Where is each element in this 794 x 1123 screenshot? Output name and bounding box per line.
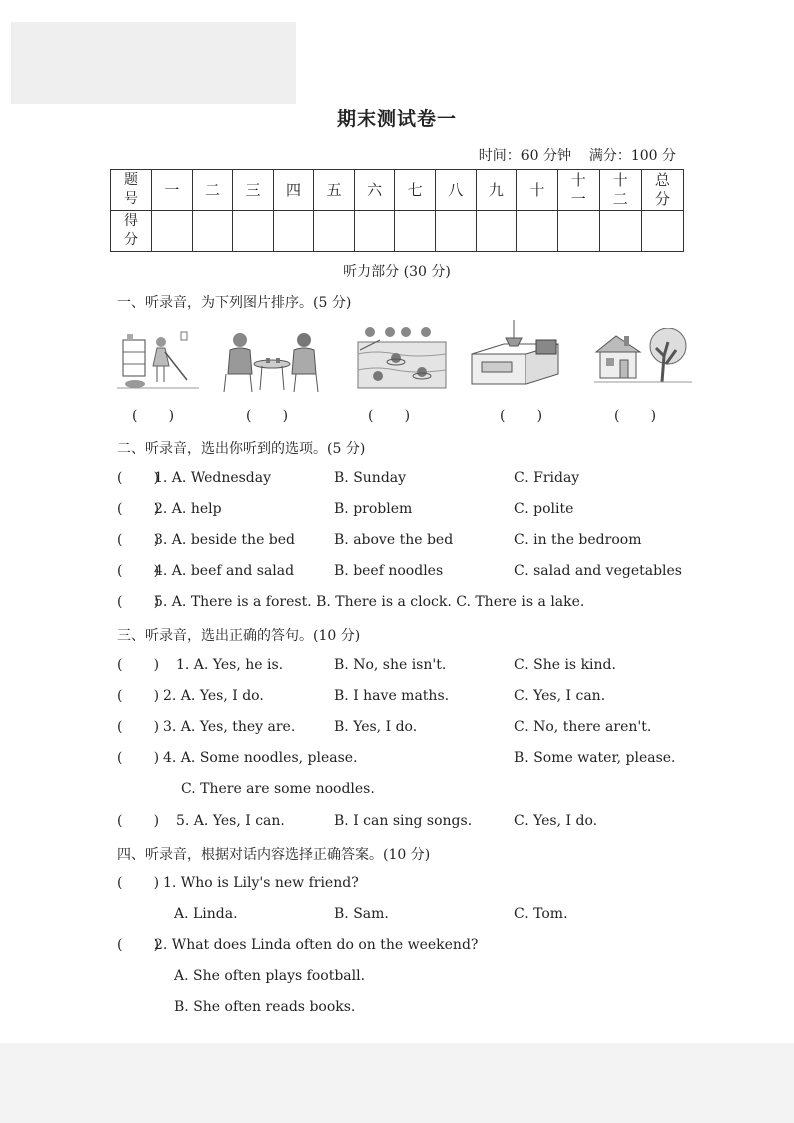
page-title: 期末测试卷一	[336, 108, 457, 130]
option-b: B. No, she isn't.	[334, 657, 447, 673]
column-header: 七	[395, 170, 436, 211]
option-c: C. Tom.	[514, 906, 568, 922]
column-header: 一	[152, 170, 193, 211]
column-header: 九	[476, 170, 517, 211]
picture-answer-blank[interactable]: ( )	[132, 408, 175, 424]
option-c: C. salad and vegetables	[514, 563, 682, 579]
column-header: 十	[517, 170, 558, 211]
option-a: A. Linda.	[174, 906, 238, 922]
answer-blank[interactable]: ( )	[117, 875, 160, 891]
option-b: B. I can sing songs.	[334, 813, 473, 829]
option-c: C. There are some noodles.	[181, 781, 375, 797]
column-header: 十一	[570, 171, 586, 208]
section3-heading: 三、听录音，选出正确的答句。(10 分)	[117, 628, 361, 644]
column-header: 八	[436, 170, 477, 211]
score-table-score-row	[111, 211, 684, 252]
gray-placeholder-box	[11, 22, 296, 104]
option-c: C. Friday	[514, 470, 580, 486]
header-label: 题号	[124, 172, 139, 207]
option-a: 3. A. Yes, they are.	[163, 719, 296, 735]
score-cell[interactable]	[641, 211, 683, 252]
option-a: 2. A. Yes, I do.	[163, 688, 264, 704]
column-header: 四	[273, 170, 314, 211]
section1-heading: 一、听录音，为下列图片排序。(5 分)	[117, 295, 352, 311]
option-b: B. Yes, I do.	[334, 719, 418, 735]
listening-heading: 听力部分 (30 分)	[343, 264, 451, 280]
answer-blank[interactable]: ( )	[117, 719, 160, 735]
children-swimming-picture	[356, 324, 448, 390]
score-table-header-row	[111, 170, 684, 211]
option-a: 5. A. Yes, I can.	[176, 813, 285, 829]
option-c: C. polite	[514, 501, 574, 517]
question-text: 2. What does Linda often do on the weekend?	[154, 937, 479, 953]
column-header: 总分	[654, 171, 670, 208]
option-a: A. She often plays football.	[174, 968, 366, 984]
page-footer-band	[0, 1043, 794, 1123]
option-a: 1. A. Wednesday	[154, 470, 272, 486]
column-header: 二	[192, 170, 233, 211]
answer-blank[interactable]: ( )	[117, 750, 160, 766]
answer-blank[interactable]: ( )	[117, 532, 160, 548]
header-label-cell	[111, 170, 152, 211]
score-cell[interactable]	[557, 211, 599, 252]
answer-blank[interactable]: ( )	[117, 594, 160, 610]
score-cell[interactable]	[599, 211, 641, 252]
answer-blank[interactable]: ( )	[117, 501, 160, 517]
option-a: 4. A. Some noodles, please.	[163, 750, 358, 766]
answer-blank[interactable]: ( )	[117, 813, 160, 829]
score-cell[interactable]	[395, 211, 436, 252]
option-a: 2. A. help	[154, 501, 222, 517]
option-a: 3. A. beside the bed	[154, 532, 296, 548]
score-label: 得分	[124, 213, 139, 248]
option-b: B. beef noodles	[334, 563, 444, 579]
time-info: 时间：60 分钟 满分：100 分	[478, 148, 676, 164]
answer-blank[interactable]: ( )	[117, 563, 160, 579]
option-a: 4. A. beef and salad	[154, 563, 295, 579]
option-a: 1. A. Yes, he is.	[176, 657, 284, 673]
score-cell[interactable]	[233, 211, 274, 252]
picture-answer-blank[interactable]: ( )	[500, 408, 543, 424]
column-header: 五	[314, 170, 355, 211]
option-b: B. She often reads books.	[174, 999, 356, 1015]
picture-answer-blank[interactable]: ( )	[614, 408, 657, 424]
option-b: B. above the bed	[334, 532, 454, 548]
option-c: C. She is kind.	[514, 657, 616, 673]
option-c: C. No, there aren't.	[514, 719, 652, 735]
option-b: B. I have maths.	[334, 688, 450, 704]
two-people-at-table-picture	[216, 328, 332, 394]
column-header: 三	[233, 170, 274, 211]
score-cell[interactable]	[273, 211, 314, 252]
bedroom-picture	[468, 320, 570, 392]
question-options: 5. A. There is a forest. B. There is a clock. C. There is a lake.	[154, 594, 585, 610]
column-header-cell	[641, 170, 683, 211]
answer-blank[interactable]: ( )	[117, 688, 160, 704]
picture-answer-blank[interactable]: ( )	[246, 408, 289, 424]
question-text: 1. Who is Lily's new friend?	[163, 875, 359, 891]
option-c: C. Yes, I can.	[514, 688, 606, 704]
answer-blank[interactable]: ( )	[117, 470, 160, 486]
score-cell[interactable]	[354, 211, 395, 252]
option-b: B. Sam.	[334, 906, 389, 922]
score-label-cell	[111, 211, 152, 252]
score-cell[interactable]	[476, 211, 517, 252]
option-c: C. Yes, I do.	[514, 813, 598, 829]
column-header: 十二	[612, 171, 628, 208]
option-c: C. in the bedroom	[514, 532, 642, 548]
girl-cleaning-picture	[117, 326, 199, 392]
section2-heading: 二、听录音，选出你听到的选项。(5 分)	[117, 441, 366, 457]
score-cell[interactable]	[314, 211, 355, 252]
answer-blank[interactable]: ( )	[117, 937, 160, 953]
score-cell[interactable]	[517, 211, 558, 252]
option-b: B. Sunday	[334, 470, 407, 486]
option-b: B. problem	[334, 501, 413, 517]
picture-answer-blank[interactable]: ( )	[368, 408, 411, 424]
score-cell[interactable]	[436, 211, 477, 252]
score-table	[110, 169, 684, 252]
column-header-cell	[599, 170, 641, 211]
house-and-tree-picture	[594, 328, 692, 384]
score-cell[interactable]	[152, 211, 193, 252]
option-b: B. Some water, please.	[514, 750, 676, 766]
column-header: 六	[354, 170, 395, 211]
section4-heading: 四、听录音，根据对话内容选择正确答案。(10 分)	[117, 847, 431, 863]
answer-blank[interactable]: ( )	[117, 657, 160, 673]
score-cell[interactable]	[192, 211, 233, 252]
column-header-cell	[557, 170, 599, 211]
